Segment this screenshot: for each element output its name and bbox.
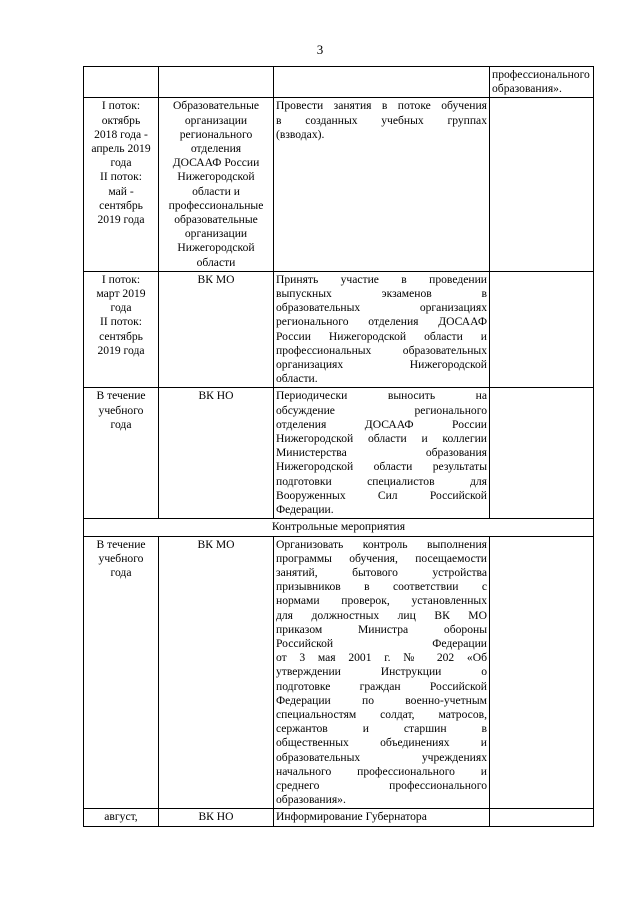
cell-line: обсуждение регионального (276, 403, 487, 417)
cell-line: профессионального (492, 68, 590, 81)
cell-line: года (110, 417, 132, 431)
date-cell (84, 98, 159, 271)
note-cell (490, 271, 594, 388)
cell-line: образовательных организациях (276, 301, 487, 315)
cell-line: Образовательные (172, 99, 260, 113)
cell-line: занятий, бытового устройства (276, 565, 487, 579)
table-row (84, 536, 594, 809)
cell-line: Провести занятия в потоке обучения (276, 99, 487, 113)
executor-cell (159, 271, 274, 388)
action-cell (274, 271, 490, 388)
cell-line: программы обучения, посещаемости (276, 551, 487, 565)
note-cell (490, 388, 594, 519)
cell-line: Нижегородской области и коллегии (276, 432, 487, 446)
cell-line: ВК НО (198, 389, 234, 403)
note-cell (490, 809, 594, 826)
table-row (84, 98, 594, 271)
table-row (84, 271, 594, 388)
cell-line: октябрь (101, 113, 141, 127)
cell-line: профессиональных образовательных (276, 343, 487, 357)
cell-line: II поток: (99, 315, 143, 329)
section-heading: Контрольные мероприятия (84, 519, 594, 536)
cell-line: учебного (98, 551, 144, 565)
cell-line: (взводах). (276, 127, 325, 141)
cell-line: сентябрь (99, 329, 143, 343)
cell-line: август, (104, 810, 138, 824)
cell-line: сержантов и старшин в (276, 722, 487, 736)
cell-line: призывников в соответствии с (276, 580, 487, 594)
cell-line: подготовке граждан Российской (276, 679, 487, 693)
cell-line: образования». (492, 82, 562, 96)
cell-line: общественных объединениях и (276, 736, 487, 750)
cell-line: 2019 года (97, 343, 145, 357)
table-row (84, 67, 594, 98)
cell-line: подготовки специалистов для (276, 474, 487, 488)
action-cell (274, 98, 490, 271)
page-number: 3 (316, 42, 324, 57)
cell-line: В течение (96, 389, 146, 403)
cell-line: области и (192, 184, 240, 198)
action-cell (274, 67, 490, 98)
plan-table (83, 66, 594, 827)
cell-line: Нижегородской области результаты (276, 460, 487, 474)
cell-line: март 2019 (96, 287, 146, 301)
cell-line: ВК МО (197, 272, 235, 286)
action-cell (274, 809, 490, 826)
cell-line: года (110, 565, 132, 579)
cell-line: учебного (98, 403, 144, 417)
table-row (84, 809, 594, 826)
cell-line: 2018 года - (94, 127, 148, 141)
date-cell (84, 536, 159, 809)
cell-line: Федерации. (276, 503, 334, 517)
cell-line: Российской Федерации (276, 636, 487, 650)
date-cell (84, 271, 159, 388)
note-cell (490, 98, 594, 271)
section-row (84, 519, 594, 536)
cell-line: Принять участие в проведении (276, 272, 487, 286)
cell-line: В течение (96, 537, 146, 551)
cell-line: профессиональные (168, 198, 264, 212)
executor-cell (159, 809, 274, 826)
cell-line: Информирование Губернатора (276, 810, 427, 824)
cell-line: утверждении Инструкции о (276, 665, 487, 679)
action-cell (274, 388, 490, 519)
cell-line: образовательных учреждениях (276, 750, 487, 764)
cell-line: Нижегородской (177, 170, 255, 184)
executor-cell (159, 536, 274, 809)
cell-line: образовательные (174, 213, 258, 227)
cell-line: II поток: (99, 170, 143, 184)
cell-line: регионального отделения ДОСААФ (276, 315, 487, 329)
cell-line: апрель 2019 (91, 142, 151, 156)
cell-line: специальностям солдат, матросов, (276, 707, 487, 721)
cell-line: отделения (190, 142, 242, 156)
plan-table-body (84, 67, 594, 827)
cell-line: Нижегородской (177, 241, 255, 255)
cell-line: приказом Министра обороны (276, 622, 487, 636)
cell-line: Министерства образования (276, 446, 487, 460)
note-cell (490, 67, 594, 98)
cell-line: I поток: (101, 99, 141, 113)
cell-line: среднего профессионального (276, 778, 487, 792)
cell-line: 2019 года (97, 213, 145, 227)
cell-line: области. (276, 372, 318, 386)
cell-line: нормами проверок, установленных (276, 594, 487, 608)
cell-line: Организовать контроль выполнения (276, 537, 487, 551)
cell-line: ДОСААФ России (172, 156, 260, 170)
cell-line: образования». (276, 793, 346, 807)
cell-line: отделения ДОСААФ России (276, 417, 487, 431)
cell-line: для должностных лиц ВК МО (276, 608, 487, 622)
executor-cell (159, 388, 274, 519)
cell-line: Вооруженных Сил Российской (276, 488, 487, 502)
cell-line: года (110, 301, 132, 315)
cell-line: I поток: (101, 272, 141, 286)
cell-line: выпускных экзаменов в (276, 287, 487, 301)
cell-line: организации (184, 113, 248, 127)
cell-line: от 3 мая 2001 г. № 202 «Об (276, 651, 487, 665)
cell-line: в созданных учебных группах (276, 113, 487, 127)
executor-cell (159, 98, 274, 271)
cell-line: организациях Нижегородской (276, 358, 487, 372)
cell-line: регионального (179, 127, 253, 141)
cell-line: организации (184, 227, 248, 241)
cell-line: Периодически выносить на (276, 389, 487, 403)
table-row (84, 388, 594, 519)
cell-line: Федерации по военно-учетным (276, 693, 487, 707)
executor-cell (159, 67, 274, 98)
cell-line: года (110, 156, 132, 170)
date-cell (84, 388, 159, 519)
cell-line: ВК НО (198, 810, 234, 824)
cell-line: сентябрь (99, 198, 143, 212)
note-cell (490, 536, 594, 809)
cell-line: начального профессионального и (276, 764, 487, 778)
cell-line: области (196, 255, 236, 269)
date-cell (84, 67, 159, 98)
cell-line: май - (108, 184, 134, 198)
cell-line: ВК МО (197, 537, 235, 551)
cell-line: России Нижегородской области и (276, 329, 487, 343)
date-cell (84, 809, 159, 826)
action-cell (274, 536, 490, 809)
